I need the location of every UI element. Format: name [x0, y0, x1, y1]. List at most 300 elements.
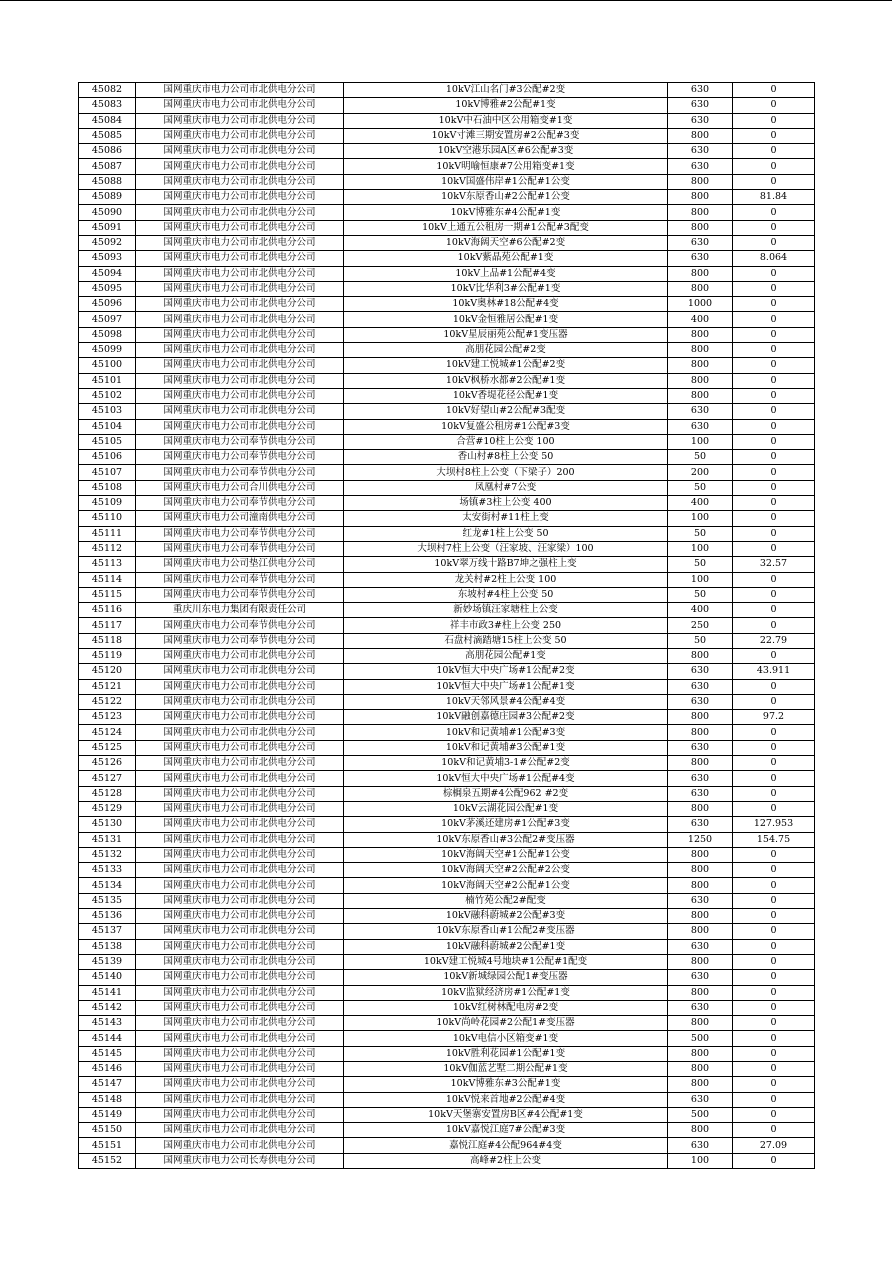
row-id-cell: 45088 — [79, 174, 136, 189]
capacity-cell: 630 — [668, 251, 733, 266]
row-id-cell: 45122 — [79, 694, 136, 709]
company-cell: 国网重庆市电力公司市北供电分公司 — [136, 909, 344, 924]
capacity-cell: 630 — [668, 817, 733, 832]
capacity-cell: 800 — [668, 174, 733, 189]
company-cell: 国网重庆市电力公司市北供电分公司 — [136, 740, 344, 755]
company-cell: 国网重庆市电力公司市北供电分公司 — [136, 205, 344, 220]
value-cell: 0 — [733, 541, 815, 556]
value-cell: 0 — [733, 924, 815, 939]
capacity-cell: 800 — [668, 1077, 733, 1092]
value-cell: 0 — [733, 1046, 815, 1061]
table-row — [79, 572, 815, 587]
transformer-name-cell: 凤凰村#7公变 — [344, 480, 668, 495]
capacity-cell: 400 — [668, 603, 733, 618]
company-cell: 国网重庆市电力公司奉节供电分公司 — [136, 541, 344, 556]
value-cell: 0 — [733, 83, 815, 98]
row-id-cell: 45109 — [79, 496, 136, 511]
table-row — [79, 297, 815, 312]
company-cell: 国网重庆市电力公司市北供电分公司 — [136, 1123, 344, 1138]
capacity-cell: 800 — [668, 710, 733, 725]
transformer-name-cell: 10kV国盛伟岸#1公配#1公变 — [344, 174, 668, 189]
transformer-name-cell: 楠竹苑公配2#配变 — [344, 893, 668, 908]
transformer-name-cell: 10kV恒大中央广场#1公配#2变 — [344, 664, 668, 679]
row-id-cell: 45105 — [79, 434, 136, 449]
company-cell: 国网重庆市电力公司市北供电分公司 — [136, 190, 344, 205]
table-row — [79, 740, 815, 755]
value-cell: 0 — [733, 893, 815, 908]
transformer-name-cell: 高朋花园公配#2变 — [344, 343, 668, 358]
company-cell: 国网重庆市电力公司市北供电分公司 — [136, 817, 344, 832]
transformer-name-cell: 10kV伽蓝艺墅二期公配#1变 — [344, 1062, 668, 1077]
table-row — [79, 480, 815, 495]
company-cell: 国网重庆市电力公司市北供电分公司 — [136, 1077, 344, 1092]
transformer-name-cell: 10kV翠万线十路B7坤之强柱上变 — [344, 557, 668, 572]
row-id-cell: 45083 — [79, 98, 136, 113]
capacity-cell: 100 — [668, 541, 733, 556]
company-cell: 国网重庆市电力公司市北供电分公司 — [136, 1138, 344, 1153]
company-cell: 国网重庆市电力公司市北供电分公司 — [136, 878, 344, 893]
row-id-cell: 45145 — [79, 1046, 136, 1061]
row-id-cell: 45129 — [79, 801, 136, 816]
table-row — [79, 863, 815, 878]
company-cell: 国网重庆市电力公司奉节供电分公司 — [136, 465, 344, 480]
transformer-name-cell: 10kV海阔天空#1公配#1公变 — [344, 847, 668, 862]
table-row — [79, 1138, 815, 1153]
capacity-cell: 800 — [668, 954, 733, 969]
company-cell: 国网重庆市电力公司市北供电分公司 — [136, 863, 344, 878]
company-cell: 国网重庆市电力公司潼南供电分公司 — [136, 511, 344, 526]
row-id-cell: 45111 — [79, 526, 136, 541]
table-row — [79, 526, 815, 541]
transformer-name-cell: 10kV电信小区箱变#1变 — [344, 1031, 668, 1046]
value-cell: 0 — [733, 740, 815, 755]
row-id-cell: 45118 — [79, 633, 136, 648]
value-cell: 0 — [733, 1123, 815, 1138]
table-row — [79, 419, 815, 434]
company-cell: 国网重庆市电力公司市北供电分公司 — [136, 128, 344, 143]
table-row — [79, 404, 815, 419]
value-cell: 0 — [733, 756, 815, 771]
capacity-cell: 800 — [668, 373, 733, 388]
capacity-cell: 800 — [668, 725, 733, 740]
transformer-name-cell: 合营#10柱上公变 100 — [344, 434, 668, 449]
transformer-name-cell: 10kV东原香山#3公配2#变压器 — [344, 832, 668, 847]
capacity-cell: 630 — [668, 404, 733, 419]
value-cell: 0 — [733, 1016, 815, 1031]
row-id-cell: 45151 — [79, 1138, 136, 1153]
value-cell: 0 — [733, 159, 815, 174]
table-row — [79, 281, 815, 296]
company-cell: 国网重庆市电力公司市北供电分公司 — [136, 1000, 344, 1015]
transformer-name-cell: 10kV尚岭花园#2公配1#变压器 — [344, 1016, 668, 1031]
value-cell: 0 — [733, 434, 815, 449]
transformer-name-cell: 10kV复盛公租房#1公配#3变 — [344, 419, 668, 434]
company-cell: 国网重庆市电力公司市北供电分公司 — [136, 893, 344, 908]
capacity-cell: 630 — [668, 235, 733, 250]
table-row — [79, 786, 815, 801]
company-cell: 国网重庆市电力公司市北供电分公司 — [136, 266, 344, 281]
value-cell: 0 — [733, 725, 815, 740]
capacity-cell: 500 — [668, 1107, 733, 1122]
capacity-cell: 100 — [668, 434, 733, 449]
company-cell: 国网重庆市电力公司市北供电分公司 — [136, 98, 344, 113]
company-cell: 国网重庆市电力公司市北供电分公司 — [136, 694, 344, 709]
value-cell: 43.911 — [733, 664, 815, 679]
value-cell: 0 — [733, 618, 815, 633]
capacity-cell: 800 — [668, 388, 733, 403]
capacity-cell: 100 — [668, 1153, 733, 1168]
transformer-name-cell: 10kV海阔天空#2公配#1公变 — [344, 878, 668, 893]
value-cell: 0 — [733, 786, 815, 801]
value-cell: 0 — [733, 970, 815, 985]
transformer-name-cell: 场镇#3柱上公变 400 — [344, 496, 668, 511]
value-cell: 0 — [733, 587, 815, 602]
capacity-cell: 800 — [668, 985, 733, 1000]
table-row — [79, 618, 815, 633]
table-row — [79, 1000, 815, 1015]
transformer-name-cell: 10kV嘉悦江庭7#公配#3变 — [344, 1123, 668, 1138]
row-id-cell: 45139 — [79, 954, 136, 969]
value-cell: 0 — [733, 909, 815, 924]
value-cell: 0 — [733, 220, 815, 235]
value-cell: 8.064 — [733, 251, 815, 266]
capacity-cell: 800 — [668, 1016, 733, 1031]
table-row — [79, 1153, 815, 1168]
value-cell: 0 — [733, 98, 815, 113]
table-row — [79, 266, 815, 281]
value-cell: 0 — [733, 327, 815, 342]
capacity-cell: 630 — [668, 679, 733, 694]
table-row — [79, 648, 815, 663]
capacity-cell: 50 — [668, 450, 733, 465]
transformer-name-cell: 高峰#2柱上公变 — [344, 1153, 668, 1168]
capacity-cell: 630 — [668, 83, 733, 98]
table-row — [79, 465, 815, 480]
company-cell: 国网重庆市电力公司奉节供电分公司 — [136, 618, 344, 633]
capacity-cell: 630 — [668, 893, 733, 908]
transformer-name-cell: 10kV海阔天空#6公配#2变 — [344, 235, 668, 250]
row-id-cell: 45113 — [79, 557, 136, 572]
value-cell: 0 — [733, 465, 815, 480]
company-cell: 国网重庆市电力公司市北供电分公司 — [136, 801, 344, 816]
value-cell: 0 — [733, 144, 815, 159]
transformer-name-cell: 10kV融科蔚城#2公配#3变 — [344, 909, 668, 924]
company-cell: 国网重庆市电力公司市北供电分公司 — [136, 664, 344, 679]
table-row — [79, 541, 815, 556]
transformer-name-cell: 10kV香堤花径公配#1变 — [344, 388, 668, 403]
table-row — [79, 909, 815, 924]
capacity-cell: 800 — [668, 756, 733, 771]
capacity-cell: 630 — [668, 1000, 733, 1015]
company-cell: 国网重庆市电力公司市北供电分公司 — [136, 159, 344, 174]
table-row — [79, 664, 815, 679]
row-id-cell: 45131 — [79, 832, 136, 847]
capacity-cell: 800 — [668, 1046, 733, 1061]
table-row — [79, 159, 815, 174]
capacity-cell: 800 — [668, 281, 733, 296]
company-cell: 国网重庆市电力公司市北供电分公司 — [136, 679, 344, 694]
row-id-cell: 45146 — [79, 1062, 136, 1077]
capacity-cell: 800 — [668, 847, 733, 862]
capacity-cell: 500 — [668, 1031, 733, 1046]
value-cell: 0 — [733, 1077, 815, 1092]
capacity-cell: 800 — [668, 878, 733, 893]
company-cell: 国网重庆市电力公司市北供电分公司 — [136, 1062, 344, 1077]
table-row — [79, 970, 815, 985]
transformer-name-cell: 10kV东原香山#1公配2#变压器 — [344, 924, 668, 939]
value-cell: 81.84 — [733, 190, 815, 205]
value-cell: 0 — [733, 343, 815, 358]
company-cell: 国网重庆市电力公司市北供电分公司 — [136, 388, 344, 403]
capacity-cell: 800 — [668, 205, 733, 220]
value-cell: 0 — [733, 603, 815, 618]
value-cell: 0 — [733, 1092, 815, 1107]
table-row — [79, 801, 815, 816]
row-id-cell: 45102 — [79, 388, 136, 403]
company-cell: 国网重庆市电力公司市北供电分公司 — [136, 358, 344, 373]
transformer-name-cell: 10kV紫晶苑公配#1变 — [344, 251, 668, 266]
table-row — [79, 98, 815, 113]
company-cell: 国网重庆市电力公司市北供电分公司 — [136, 1016, 344, 1031]
transformer-name-cell: 10kV金恒雅居公配#1变 — [344, 312, 668, 327]
capacity-cell: 800 — [668, 909, 733, 924]
value-cell: 0 — [733, 404, 815, 419]
value-cell: 0 — [733, 128, 815, 143]
transformer-name-cell: 10kV中石油中区公用箱变#1变 — [344, 113, 668, 128]
company-cell: 国网重庆市电力公司市北供电分公司 — [136, 297, 344, 312]
transformer-name-cell: 香山村#8柱上公变 50 — [344, 450, 668, 465]
company-cell: 国网重庆市电力公司市北供电分公司 — [136, 648, 344, 663]
row-id-cell: 45108 — [79, 480, 136, 495]
company-cell: 国网重庆市电力公司奉节供电分公司 — [136, 587, 344, 602]
company-cell: 国网重庆市电力公司市北供电分公司 — [136, 970, 344, 985]
capacity-cell: 800 — [668, 190, 733, 205]
row-id-cell: 45087 — [79, 159, 136, 174]
row-id-cell: 45082 — [79, 83, 136, 98]
row-id-cell: 45096 — [79, 297, 136, 312]
value-cell: 0 — [733, 480, 815, 495]
row-id-cell: 45098 — [79, 327, 136, 342]
row-id-cell: 45121 — [79, 679, 136, 694]
row-id-cell: 45103 — [79, 404, 136, 419]
capacity-cell: 200 — [668, 465, 733, 480]
value-cell: 0 — [733, 801, 815, 816]
capacity-cell: 50 — [668, 633, 733, 648]
company-cell: 国网重庆市电力公司市北供电分公司 — [136, 985, 344, 1000]
row-id-cell: 45115 — [79, 587, 136, 602]
company-cell: 国网重庆市电力公司市北供电分公司 — [136, 832, 344, 847]
table-row — [79, 251, 815, 266]
capacity-cell: 50 — [668, 480, 733, 495]
transformer-name-cell: 龙关村#2柱上公变 100 — [344, 572, 668, 587]
capacity-cell: 630 — [668, 939, 733, 954]
row-id-cell: 45152 — [79, 1153, 136, 1168]
value-cell: 32.57 — [733, 557, 815, 572]
transformer-name-cell: 10kV寸滩三期安置房#2公配#3变 — [344, 128, 668, 143]
row-id-cell: 45117 — [79, 618, 136, 633]
value-cell: 0 — [733, 863, 815, 878]
table-row — [79, 847, 815, 862]
table-row — [79, 924, 815, 939]
row-id-cell: 45114 — [79, 572, 136, 587]
value-cell: 0 — [733, 847, 815, 862]
value-cell: 0 — [733, 694, 815, 709]
table-row — [79, 557, 815, 572]
transformer-name-cell: 10kV恒大中央广场#1公配#4变 — [344, 771, 668, 786]
company-cell: 国网重庆市电力公司市北供电分公司 — [136, 771, 344, 786]
table-row — [79, 939, 815, 954]
company-cell: 重庆川东电力集团有限责任公司 — [136, 603, 344, 618]
transformer-name-cell: 10kV好望山#2公配#3配变 — [344, 404, 668, 419]
table-row — [79, 434, 815, 449]
company-cell: 国网重庆市电力公司市北供电分公司 — [136, 924, 344, 939]
value-cell: 0 — [733, 1031, 815, 1046]
value-cell: 0 — [733, 235, 815, 250]
value-cell: 0 — [733, 954, 815, 969]
value-cell: 0 — [733, 297, 815, 312]
capacity-cell: 800 — [668, 1123, 733, 1138]
company-cell: 国网重庆市电力公司市北供电分公司 — [136, 251, 344, 266]
transformer-name-cell: 10kV融创嘉德庄园#3公配#2变 — [344, 710, 668, 725]
value-cell: 0 — [733, 679, 815, 694]
company-cell: 国网重庆市电力公司垫江供电分公司 — [136, 557, 344, 572]
table-row — [79, 603, 815, 618]
value-cell: 0 — [733, 358, 815, 373]
transformer-name-cell: 大坝村8柱上公变（下梁子）200 — [344, 465, 668, 480]
transformer-table — [78, 82, 815, 1169]
transformer-name-cell: 10kV天邻风景#4公配#4变 — [344, 694, 668, 709]
table-row — [79, 373, 815, 388]
capacity-cell: 630 — [668, 786, 733, 801]
transformer-name-cell: 10kV上通五公租房一期#1公配#3配变 — [344, 220, 668, 235]
row-id-cell: 45110 — [79, 511, 136, 526]
row-id-cell: 45124 — [79, 725, 136, 740]
table-row — [79, 511, 815, 526]
company-cell: 国网重庆市电力公司市北供电分公司 — [136, 404, 344, 419]
value-cell: 0 — [733, 985, 815, 1000]
table-row — [79, 205, 815, 220]
transformer-name-cell: 棕榈泉五期#4公配962 #2变 — [344, 786, 668, 801]
capacity-cell: 630 — [668, 970, 733, 985]
row-id-cell: 45132 — [79, 847, 136, 862]
table-row — [79, 327, 815, 342]
transformer-name-cell: 10kV胜利花园#1公配#1变 — [344, 1046, 668, 1061]
value-cell: 97.2 — [733, 710, 815, 725]
company-cell: 国网重庆市电力公司市北供电分公司 — [136, 756, 344, 771]
table-row — [79, 710, 815, 725]
table-row — [79, 893, 815, 908]
capacity-cell: 50 — [668, 526, 733, 541]
table-row — [79, 1031, 815, 1046]
table-row — [79, 954, 815, 969]
transformer-name-cell: 10kV新城绿园公配1#变压器 — [344, 970, 668, 985]
row-id-cell: 45138 — [79, 939, 136, 954]
table-row — [79, 694, 815, 709]
table-row — [79, 725, 815, 740]
company-cell: 国网重庆市电力公司市北供电分公司 — [136, 312, 344, 327]
value-cell: 0 — [733, 1062, 815, 1077]
transformer-name-cell: 10kV和记黄埔#3公配#1变 — [344, 740, 668, 755]
company-cell: 国网重庆市电力公司市北供电分公司 — [136, 710, 344, 725]
transformer-name-cell: 祥丰市政3#柱上公变 250 — [344, 618, 668, 633]
value-cell: 0 — [733, 205, 815, 220]
table-row — [79, 817, 815, 832]
company-cell: 国网重庆市电力公司长寿供电分公司 — [136, 1153, 344, 1168]
value-cell: 0 — [733, 174, 815, 189]
company-cell: 国网重庆市电力公司市北供电分公司 — [136, 786, 344, 801]
table-row — [79, 174, 815, 189]
capacity-cell: 100 — [668, 572, 733, 587]
capacity-cell: 630 — [668, 740, 733, 755]
table-row — [79, 1046, 815, 1061]
value-cell: 0 — [733, 312, 815, 327]
transformer-name-cell: 石盘村滴踏塘15柱上公变 50 — [344, 633, 668, 648]
table-row — [79, 1077, 815, 1092]
capacity-cell: 800 — [668, 801, 733, 816]
value-cell: 0 — [733, 281, 815, 296]
row-id-cell: 45128 — [79, 786, 136, 801]
table-row — [79, 756, 815, 771]
value-cell: 0 — [733, 496, 815, 511]
row-id-cell: 45130 — [79, 817, 136, 832]
value-cell: 0 — [733, 450, 815, 465]
transformer-name-cell: 10kV东原香山#2公配#1公变 — [344, 190, 668, 205]
capacity-cell: 630 — [668, 664, 733, 679]
transformer-name-cell: 10kV博雅#2公配#1变 — [344, 98, 668, 113]
company-cell: 国网重庆市电力公司市北供电分公司 — [136, 939, 344, 954]
row-id-cell: 45084 — [79, 113, 136, 128]
row-id-cell: 45140 — [79, 970, 136, 985]
transformer-name-cell: 10kV海阔天空#2公配#2公变 — [344, 863, 668, 878]
company-cell: 国网重庆市电力公司市北供电分公司 — [136, 419, 344, 434]
value-cell: 0 — [733, 1153, 815, 1168]
value-cell: 0 — [733, 648, 815, 663]
value-cell: 0 — [733, 572, 815, 587]
capacity-cell: 400 — [668, 496, 733, 511]
row-id-cell: 45134 — [79, 878, 136, 893]
table-row — [79, 496, 815, 511]
capacity-cell: 800 — [668, 863, 733, 878]
row-id-cell: 45127 — [79, 771, 136, 786]
company-cell: 国网重庆市电力公司奉节供电分公司 — [136, 572, 344, 587]
row-id-cell: 45142 — [79, 1000, 136, 1015]
table-row — [79, 190, 815, 205]
transformer-name-cell: 10kV博雅东#3公配#1变 — [344, 1077, 668, 1092]
row-id-cell: 45120 — [79, 664, 136, 679]
company-cell: 国网重庆市电力公司奉节供电分公司 — [136, 450, 344, 465]
value-cell: 0 — [733, 1000, 815, 1015]
row-id-cell: 45107 — [79, 465, 136, 480]
page-top-rule — [0, 0, 892, 1]
company-cell: 国网重庆市电力公司市北供电分公司 — [136, 113, 344, 128]
row-id-cell: 45116 — [79, 603, 136, 618]
capacity-cell: 630 — [668, 144, 733, 159]
company-cell: 国网重庆市电力公司市北供电分公司 — [136, 235, 344, 250]
table-row — [79, 771, 815, 786]
row-id-cell: 45137 — [79, 924, 136, 939]
row-id-cell: 45090 — [79, 205, 136, 220]
transformer-name-cell: 10kV上品#1公配#4变 — [344, 266, 668, 281]
transformer-name-cell: 10kV比华利3#公配#1变 — [344, 281, 668, 296]
row-id-cell: 45119 — [79, 648, 136, 663]
company-cell: 国网重庆市电力公司市北供电分公司 — [136, 1031, 344, 1046]
row-id-cell: 45126 — [79, 756, 136, 771]
table-row — [79, 1123, 815, 1138]
row-id-cell: 45106 — [79, 450, 136, 465]
capacity-cell: 630 — [668, 771, 733, 786]
row-id-cell: 45085 — [79, 128, 136, 143]
table-row — [79, 1016, 815, 1031]
